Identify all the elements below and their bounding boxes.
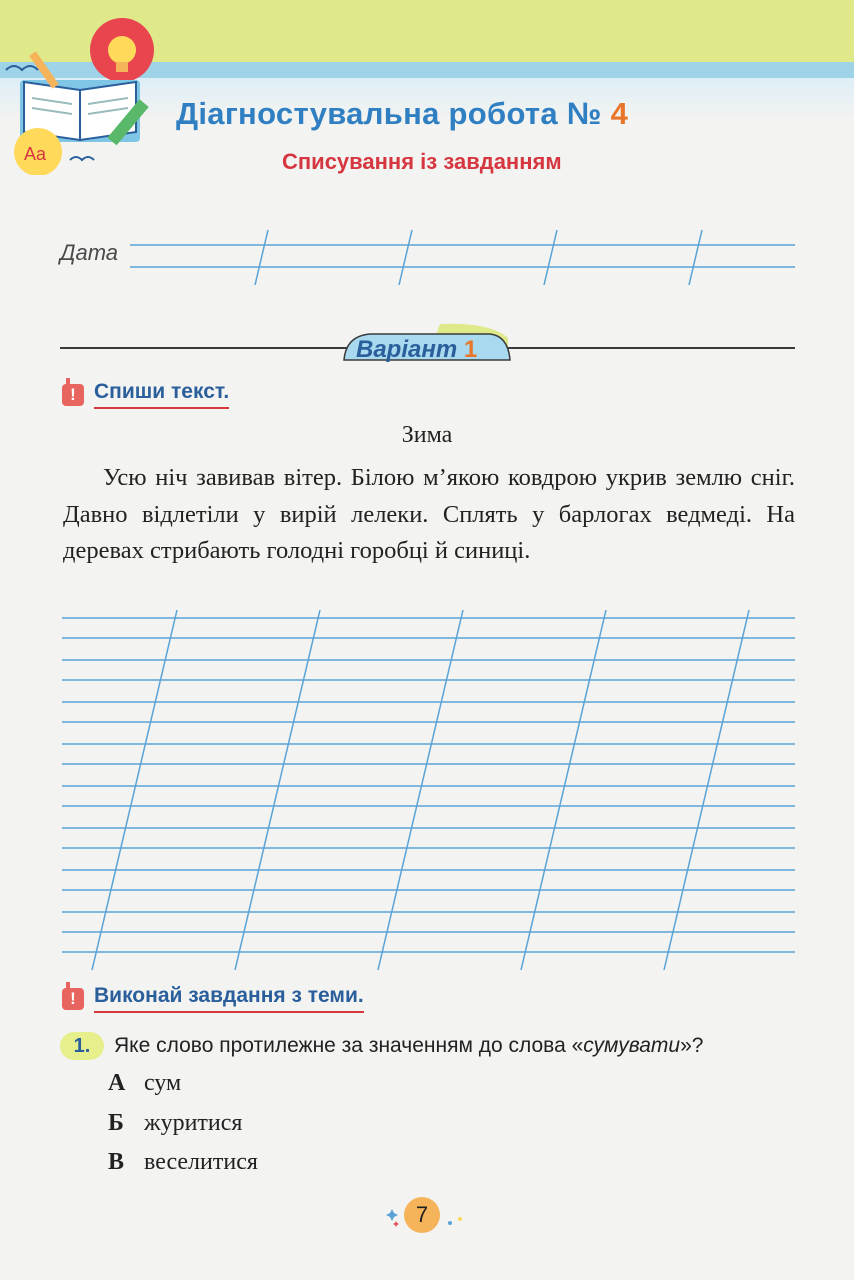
text-body bbox=[63, 460, 795, 570]
question-number: 1. bbox=[60, 1032, 104, 1060]
question-text-before: Яке слово протилежне за значенням до слова « bbox=[114, 1034, 584, 1057]
text-paragraph: Усю ніч завивав вітер. Білою м’якою ковдрою укрив землю сніг. Давно відлетіли у вирій лелеки. Сплять у барлогах ведмеді. На деревах стрибають голодні горобці й синиці. bbox=[63, 464, 795, 564]
book-lightbulb-illustration bbox=[0, 10, 170, 175]
variant-word: Варіант bbox=[356, 336, 458, 363]
answer-option[interactable] bbox=[108, 1110, 242, 1137]
answer-letter: В bbox=[108, 1149, 125, 1175]
question-word: сумувати bbox=[583, 1034, 681, 1057]
page-title bbox=[176, 96, 628, 132]
question-text bbox=[114, 1034, 703, 1058]
writing-grid bbox=[62, 610, 795, 970]
answer-letter: Б bbox=[108, 1110, 124, 1136]
text-title: Зима bbox=[401, 422, 453, 448]
title-number: 4 bbox=[610, 96, 629, 131]
date-writing-lines bbox=[130, 230, 795, 285]
answer-text: сум bbox=[144, 1070, 182, 1096]
question-1 bbox=[60, 1032, 703, 1060]
page-subtitle: Списування із завданням bbox=[282, 149, 562, 174]
page-number-area bbox=[384, 1195, 474, 1235]
exclamation-icon: ! bbox=[62, 988, 84, 1010]
title-text: Діагностувальна робота № bbox=[176, 96, 602, 131]
variant-number: 1 bbox=[463, 336, 478, 363]
question-text-after: »? bbox=[680, 1034, 704, 1057]
variant-label bbox=[356, 336, 477, 364]
answer-letter: А bbox=[108, 1070, 126, 1096]
page-number: 7 bbox=[404, 1197, 440, 1233]
answer-option[interactable] bbox=[108, 1070, 181, 1097]
svg-text:Aa: Aa bbox=[24, 144, 47, 164]
answer-text: журитися bbox=[144, 1110, 243, 1136]
task-theme-label: Виконай завдання з теми. bbox=[94, 984, 364, 1013]
exclamation-icon: ! bbox=[62, 384, 84, 406]
answer-text: веселитися bbox=[144, 1149, 258, 1175]
task-copy-label: Спиши текст. bbox=[94, 380, 229, 409]
task-copy-heading bbox=[62, 380, 229, 409]
date-label: Дата bbox=[60, 240, 119, 265]
task-theme-heading bbox=[62, 984, 364, 1013]
answer-option[interactable] bbox=[108, 1149, 258, 1176]
